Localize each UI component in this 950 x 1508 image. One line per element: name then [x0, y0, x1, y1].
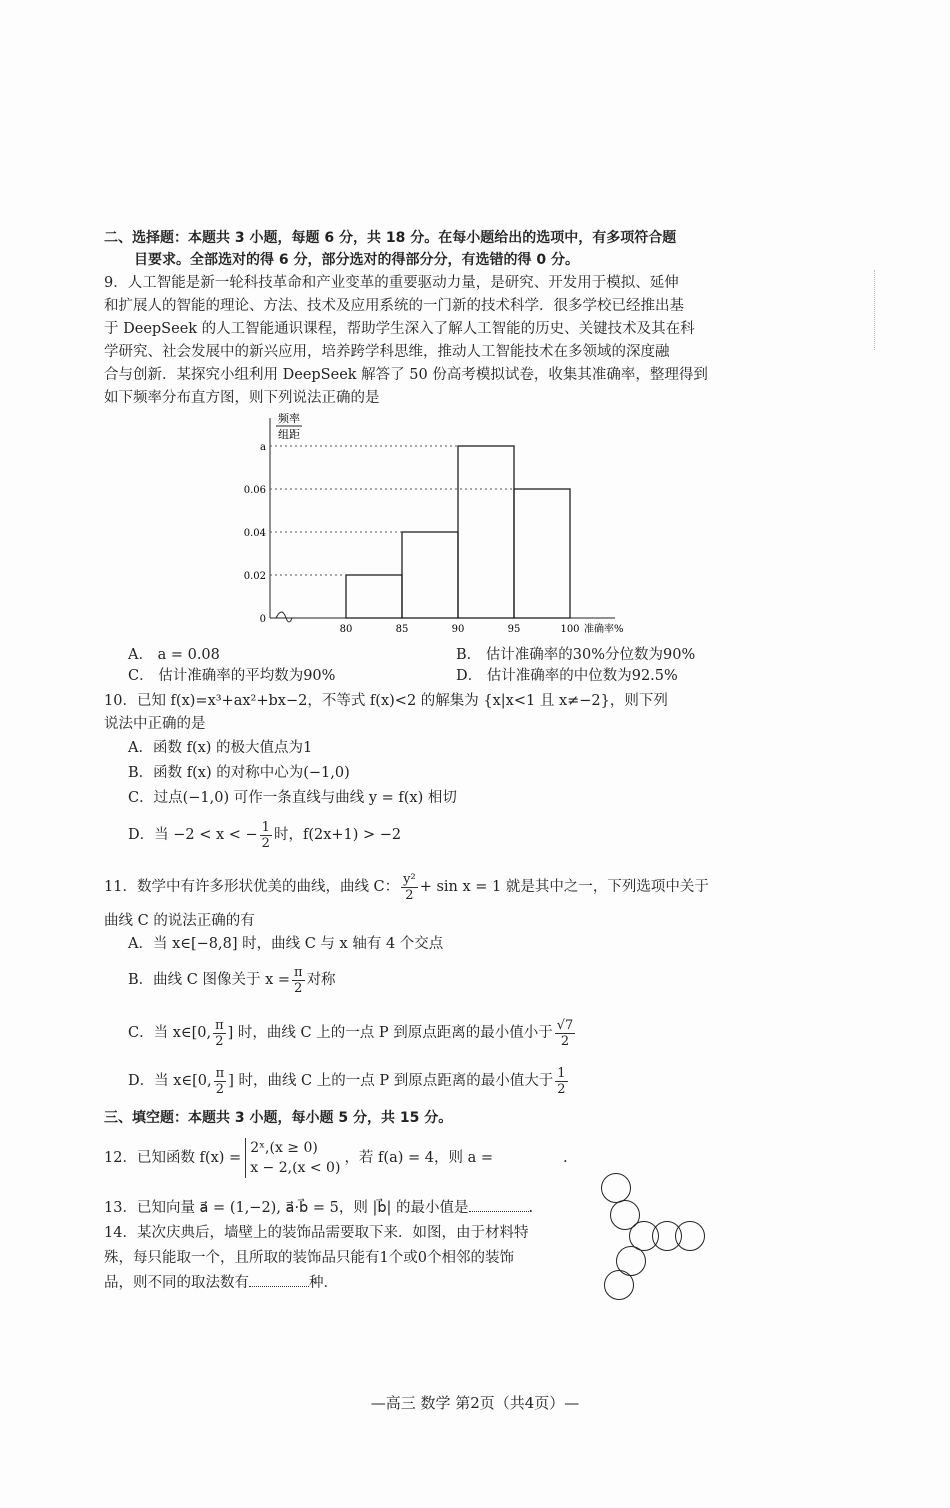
q11-option-b [128, 962, 336, 998]
q12 [104, 1138, 568, 1178]
q9-line: 和扩展人的智能的理论、方法、技术及应用系统的一门新的技术科学．很多学校已经推出基 [104, 298, 684, 314]
text: 品，则不同的取法数有 [104, 1275, 249, 1291]
y-tick-label: 0 [259, 614, 266, 625]
den: 2 [215, 1033, 224, 1049]
text: 对称 [306, 972, 336, 988]
q11-option-d [128, 1063, 570, 1099]
text: 时，f(2x+1) > −2 [273, 827, 402, 843]
y-tick-label: a [260, 442, 266, 453]
y-tick-label: 0.04 [243, 528, 266, 539]
text: B．曲线 C 图像关于 x = [128, 972, 291, 988]
histogram-bar [402, 532, 458, 618]
text: + sin x = 1 就是其中之一，下列选项中关于 [419, 879, 709, 895]
q9-option-c: C． 估计准确率的平均数为90% [128, 668, 336, 684]
page-footer: —高三 数学 第2页（共4页）— [370, 1394, 580, 1412]
num: π [294, 964, 303, 980]
text: D．当 x∈[0, [128, 1073, 212, 1089]
q10-stem: 10．已知 f(x)=x³+ax²+bx−2，不等式 f(x)<2 的解集为 {x|x<1 且 x≠−2}，则下列 [104, 693, 668, 709]
text: ] 时，曲线 C 上的一点 P 到原点距离的最小值大于 [228, 1073, 554, 1089]
fraction [214, 1066, 227, 1097]
answer-blank[interactable] [249, 1274, 309, 1287]
answer-blank[interactable] [469, 1199, 529, 1212]
fraction [213, 1018, 226, 1049]
q10-option-b: B．函数 f(x) 的对称中心为(−1,0) [128, 765, 350, 781]
scan-margin-line [874, 270, 875, 350]
q10-option-a: A．函数 f(x) 的极大值点为1 [128, 740, 313, 756]
y-tick-label: 0.06 [243, 485, 266, 496]
text: ，若 f(a) = 4，则 a = [344, 1150, 493, 1166]
axis-break [276, 612, 292, 622]
den: 2 [215, 1081, 225, 1097]
circle [675, 1221, 705, 1251]
q11-option-a: A．当 x∈[−8,8] 时，曲线 C 与 x 轴有 4 个交点 [128, 936, 444, 952]
x-tick-label: 85 [395, 624, 409, 635]
q9-line: 于 DeepSeek 的人工智能通识课程，帮助学生深入了解人工智能的历史、关键技术及其在科 [104, 321, 695, 337]
case: x − 2,(x < 0) [250, 1160, 341, 1176]
x-axis-label: 准确率% [584, 624, 624, 635]
den: 2 [405, 887, 414, 903]
q9-option-d: D． 估计准确率的中位数为92.5% [456, 668, 678, 684]
histogram [240, 410, 640, 645]
ylabel-bottom: 组距 [278, 428, 300, 441]
x-tick-label: 90 [451, 624, 465, 635]
text: D．当 −2 < x < − [128, 827, 258, 843]
den: 2 [261, 835, 270, 851]
text: 13．已知向量 a⃗ = (1,−2), a⃗·b⃗ = 5，则 |b⃗| 的最小值是 [104, 1200, 469, 1216]
q14-line: 14．某次庆典后，墙壁上的装饰品需要取下来．如图，由于材料特 [104, 1225, 529, 1241]
fraction [555, 1018, 576, 1049]
histogram-bar [514, 489, 570, 618]
text: . [528, 1200, 534, 1216]
piecewise [245, 1138, 340, 1178]
fraction [555, 1066, 567, 1097]
text: C．当 x∈[0, [128, 1025, 212, 1041]
text: 11．数学中有许多形状优美的曲线，曲线 C： [104, 879, 400, 895]
text: 种． [309, 1275, 338, 1291]
text: 12．已知函数 f(x) = [104, 1150, 242, 1166]
num: y² [403, 871, 416, 887]
text: . [562, 1150, 568, 1166]
num: 1 [557, 1065, 566, 1081]
num: √7 [556, 1017, 574, 1033]
y-tick-label: 0.02 [243, 571, 266, 582]
q9-line: 如下频率分布直方图，则下列说法正确的是 [104, 390, 380, 406]
q9-line: 9．人工智能是新一轮科技革命和产业变革的重要驱动力量，是研究、开发用于模拟、延伸 [104, 275, 679, 291]
q11-option-c [128, 1015, 577, 1051]
q10-option-d [128, 818, 401, 852]
q9-option-b: B． 估计准确率的30%分位数为90% [456, 647, 696, 663]
q10-option-c: C．过点(−1,0) 可作一条直线与曲线 y = f(x) 相切 [128, 790, 457, 806]
answer-blank[interactable] [493, 1152, 563, 1164]
q14-line [104, 1273, 338, 1293]
ylabel-top: 频率 [278, 412, 300, 425]
q11-stem [104, 870, 709, 904]
q9-line: 学研究、社会发展中的新兴应用，培养跨学科思维，推动人工智能技术在多领域的深度融 [104, 344, 670, 360]
q13 [104, 1198, 533, 1218]
q11-stem-cont: 曲线 C 的说法正确的有 [104, 913, 255, 929]
num: 1 [261, 819, 270, 835]
circle [604, 1270, 634, 1300]
section2-title-cont: 目要求。全部选对的得 6 分，部分选对的得部分分，有选错的得 0 分。 [134, 252, 579, 268]
histogram-bar [458, 446, 514, 618]
circle [601, 1173, 631, 1203]
x-tick-label: 80 [339, 624, 353, 635]
section2-title: 二、选择题：本题共 3 小题，每题 6 分，共 18 分。在每小题给出的选项中，有多项符合题 [104, 230, 677, 246]
section3-title: 三、填空题：本题共 3 小题，每小题 5 分，共 15 分。 [104, 1110, 453, 1126]
num: π [215, 1065, 225, 1081]
case: 2ˣ,(x ≥ 0) [250, 1140, 318, 1156]
q14-line: 殊，每只能取一个，且所取的装饰品只能有1个或0个相邻的装饰 [104, 1250, 514, 1266]
den: 2 [557, 1081, 566, 1097]
text: ] 时，曲线 C 上的一点 P 到原点距离的最小值小于 [227, 1025, 553, 1041]
x-tick-label: 100 [560, 624, 580, 635]
q10-stem-cont: 说法中正确的是 [104, 716, 206, 732]
fraction [401, 872, 418, 903]
fraction [260, 820, 272, 851]
x-tick-label: 95 [507, 624, 521, 635]
q9-option-a: A． a = 0.08 [128, 647, 220, 663]
den: 2 [560, 1033, 570, 1049]
fraction [292, 965, 305, 996]
histogram-bar [346, 575, 402, 618]
num: π [215, 1017, 224, 1033]
q9-line: 合与创新．某探究小组利用 DeepSeek 解答了 50 份高考模拟试卷，收集其准确率，整理得到 [104, 367, 708, 383]
den: 2 [294, 980, 303, 996]
